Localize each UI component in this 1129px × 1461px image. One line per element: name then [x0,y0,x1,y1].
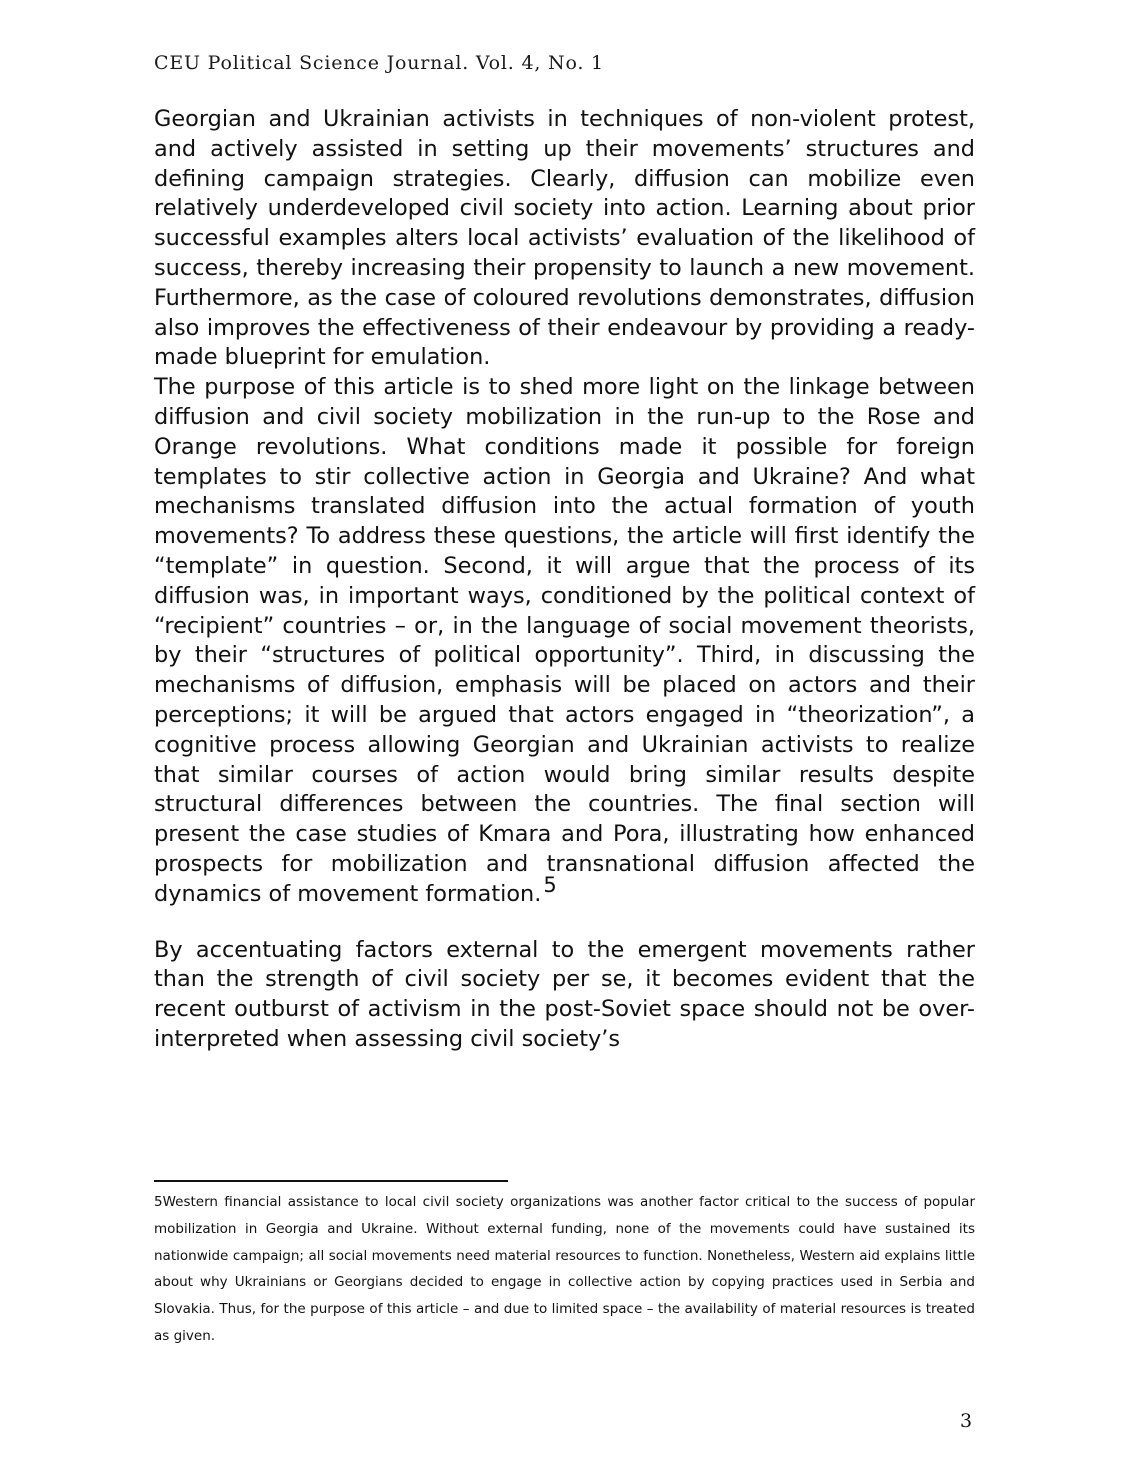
body-text [154,105,975,1055]
footnote-separator [154,1180,508,1182]
page-number: 3 [960,1410,973,1432]
footnote-text: 5Western financial assistance to local civil society organizations was another factor critical to the success of popular mobilization in Georgia and Ukraine. Without external funding, none of the movements could have sustained its nationwide campaign; all social movements need material resources to function. Nonetheless, Western aid explains little about why Ukrainians or Georgians decided to engage in collective action by copying practices used in Serbia and Slovakia. Thus, for the purpose of this article – and due to limited space – the availability of material resources is treated as given. [154,1194,975,1344]
footnote [154,1189,975,1350]
body-paragraph: By accentuating factors external to the emergent movements rather than the strength of civil society per se, it becomes evident that the recent outburst of activism in the post-Soviet space should not be over-interpreted when assessing civil society’s [154,936,975,1052]
body-paragraph [154,373,975,909]
running-header: CEU Political Science Journal. Vol. 4, No. 1 [154,52,604,74]
body-paragraph-text: The purpose of this article is to shed more light on the linkage between diffusion and civil society mobilization in the run-up to the Rose and Orange revolutions. What conditions made it possible for foreign templates to stir collective action in Georgia and Ukraine? And what mechanisms translated diffusion into the actual formation of youth movements? To address these questions, the article will first identify the “template” in question. Second, it will argue that the process of its diffusion was, in important ways, conditioned by the political context of “recipient” countries – or, in the language of social movement theorists, by their “structures of political opportunity”. Third, in discussing the mechanisms of diffusion, emphasis will be placed on actors and their perceptions; it will be argued that actors engaged in “theorization”, a cognitive process allowing Georgian and Ukrainian activists to realize that similar courses of action would bring similar results despite structural differences between the countries. The final section will present the case studies of Kmara and Pora, illustrating how enhanced prospects for mobilization and transnational diffusion affected the dynamics of movement formation. [154,374,975,907]
footnote-reference[interactable]: 5 [543,872,557,897]
body-paragraph: Georgian and Ukrainian activists in techniques of non-violent protest, and actively assisted in setting up their movements’ structures and defining campaign strategies. Clearly, diffusion can mobilize even relatively underdeveloped civil society into action. Learning about prior successful examples alters local activists’ evaluation of the likelihood of success, thereby increasing their propensity to launch a new movement. Furthermore, as the case of coloured revolutions demonstrates, diffusion also improves the effectiveness of their endeavour by providing a ready-made blueprint for emulation. [154,106,975,371]
